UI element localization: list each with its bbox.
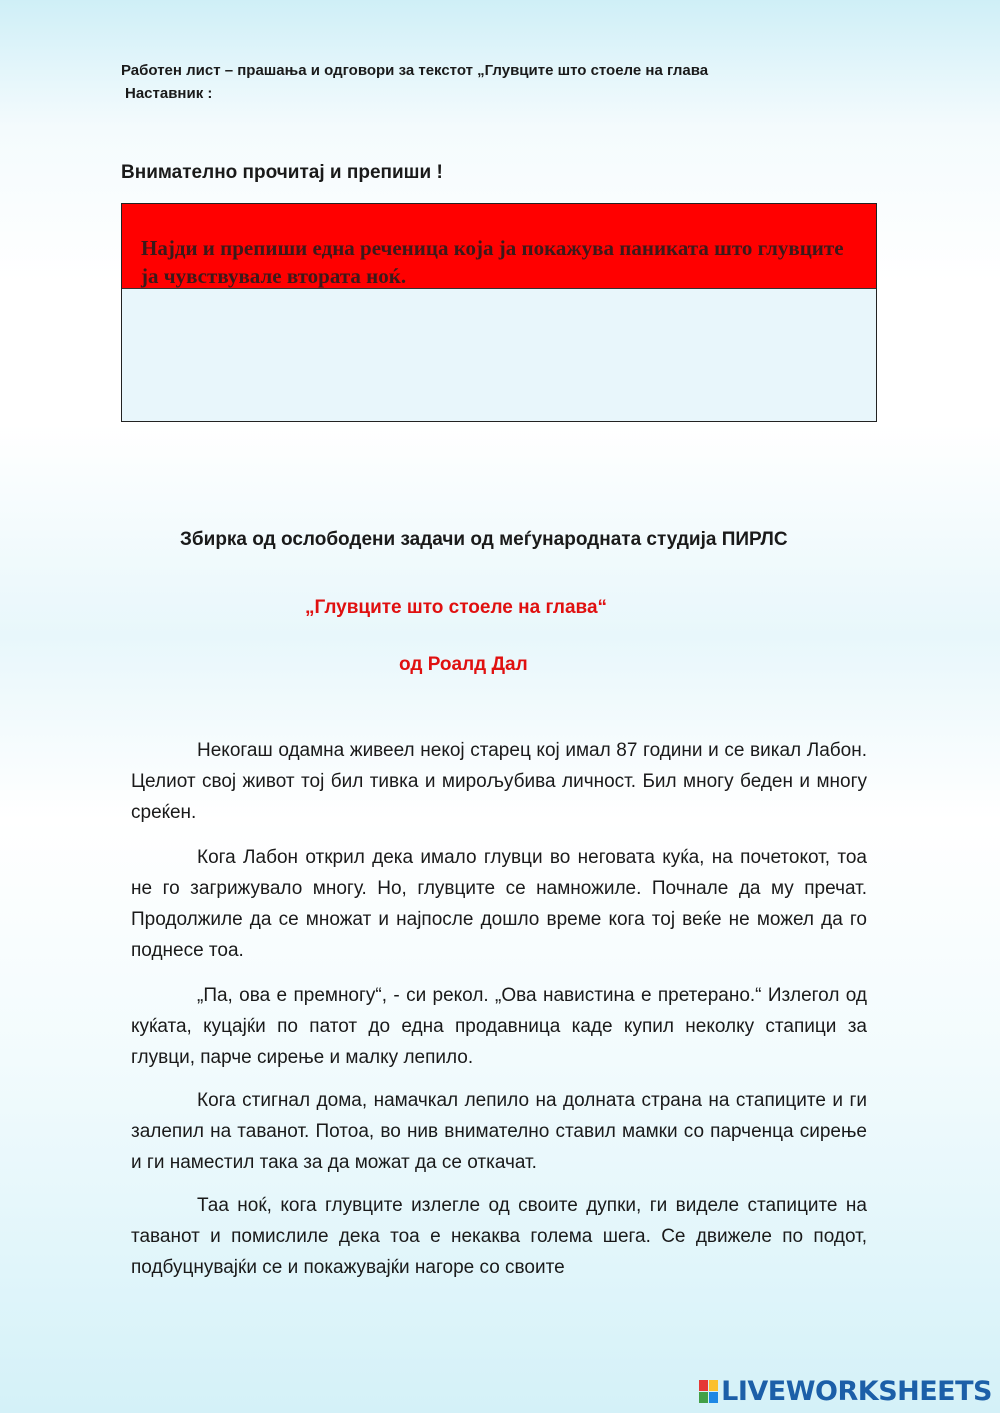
liveworksheets-logo — [699, 1376, 992, 1407]
question-text: Најди и препиши една реченица која ја покажува паниката што глувците ја чувствувале втората ноќ. — [141, 236, 844, 288]
question-box — [121, 203, 877, 422]
teacher-label: Наставник : — [125, 85, 213, 102]
paragraph-3: „Па, ова е премногу“, - си рекол. „Ова навистина е претерано.“ Излегол од куќата, куцајќи по патот до една продавница каде купил неколку стапици за глувци, парче сирење и малку лепило. — [131, 985, 867, 1068]
question-banner — [122, 204, 876, 289]
paragraph-4: Кога стигнал дома, намачкал лепило на долната страна на стапиците и ги залепил на таванот. Потоа, во нив внимателно ставил мамки со парченца сирење и ги наместил така за да можат да се откачат. — [131, 1090, 867, 1173]
worksheet-title: Работен лист – прашања и одговори за текстот „Глувците што стоеле на глава — [121, 62, 709, 79]
paragraph-1: Некогаш одамна живеел некој старец кој имал 87 години и се викал Лабон. Целиот свој живот тој бил тивка и мирољубива личност. Бил многу беден и многу среќен. — [131, 740, 867, 823]
paragraph-2: Кога Лабон открил дека имало глувци во неговата куќа, на почетокот, тоа не го загрижувало многу. Но, глувците се намножиле. Почнале да му пречат. Продолжиле да се множат и најпосле дошло време кога тој веќе не можел да го поднесе тоа. — [131, 847, 867, 961]
paragraph-5: Таа ноќ, кога глувците излегле од своите дупки, ги виделе стапиците на таванот и помислиле дека тоа е некаква голема шега. Се движеле по подот, подбуцнувајќи се и покажувајќи нагоре со своите — [131, 1195, 867, 1278]
logo-blocks-icon — [699, 1380, 718, 1403]
answer-input[interactable] — [128, 294, 870, 415]
instruction: Внимателно прочитај и препиши ! — [121, 162, 443, 183]
story-title: „Глувците што стоеле на глава“ — [305, 597, 608, 618]
logo-text: LIVEWORKSHEETS — [721, 1376, 992, 1407]
story-author: од Роалд Дал — [399, 654, 528, 675]
collection-heading: Збирка од ослободени задачи од меѓународната студија ПИРЛС — [180, 529, 788, 550]
